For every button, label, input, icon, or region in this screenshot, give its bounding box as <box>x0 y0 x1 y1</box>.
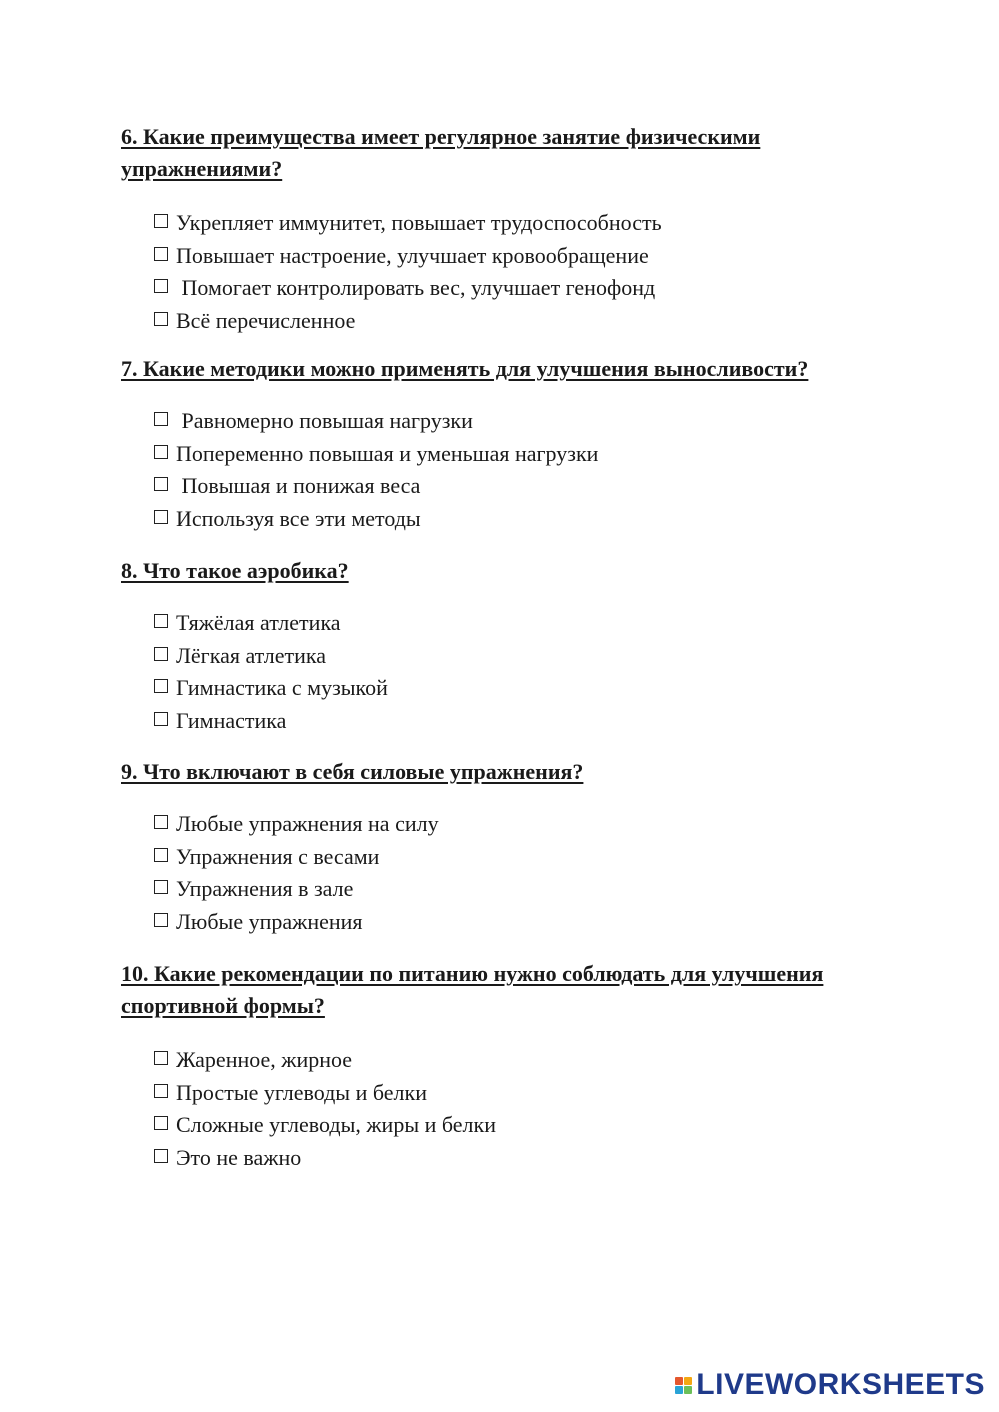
option-label: Это не важно <box>176 1144 302 1170</box>
option-item[interactable] <box>154 1077 881 1110</box>
checkbox[interactable] <box>154 712 168 726</box>
question-title: 8. Что такое аэробика? <box>121 558 349 583</box>
option-label: Любые упражнения на силу <box>176 811 439 837</box>
checkbox[interactable] <box>154 1084 168 1098</box>
logo-square-icon <box>675 1377 683 1385</box>
option-item[interactable] <box>154 438 881 471</box>
option-label: Равномерно повышая нагрузки <box>176 408 473 434</box>
option-item[interactable] <box>154 841 881 874</box>
option-item[interactable] <box>154 873 881 906</box>
options-list <box>154 207 881 337</box>
option-label: Лёгкая атлетика <box>176 642 326 668</box>
checkbox[interactable] <box>154 510 168 524</box>
options-list <box>154 1044 881 1174</box>
checkbox[interactable] <box>154 1051 168 1065</box>
checkbox[interactable] <box>154 214 168 228</box>
option-item[interactable] <box>154 272 881 305</box>
logo-text: LIVEWORKSHEETS <box>696 1368 985 1401</box>
options-list <box>154 607 881 737</box>
option-label: Жаренное, жирное <box>176 1047 353 1073</box>
question-6 <box>121 121 881 337</box>
checkbox[interactable] <box>154 880 168 894</box>
checkbox[interactable] <box>154 247 168 261</box>
option-label: Используя все эти методы <box>176 505 421 531</box>
option-label: Любые упражнения <box>176 908 363 934</box>
checkbox[interactable] <box>154 647 168 661</box>
option-label: Всё перечисленное <box>176 307 356 333</box>
options-list <box>154 808 881 938</box>
question-8 <box>121 555 881 737</box>
question-title: 6. Какие преимущества имеет регулярное занятие физическими упражнениями? <box>121 124 761 181</box>
liveworksheets-logo[interactable] <box>675 1368 985 1402</box>
checkbox[interactable] <box>154 913 168 927</box>
checkbox[interactable] <box>154 614 168 628</box>
option-item[interactable] <box>154 672 881 705</box>
question-title: 9. Что включают в себя силовые упражнения? <box>121 759 584 784</box>
option-label: Гимнастика с музыкой <box>176 675 388 701</box>
logo-mark-icon <box>675 1377 692 1394</box>
option-label: Гимнастика <box>176 707 287 733</box>
option-label: Укрепляет иммунитет, повышает трудоспособность <box>176 210 662 236</box>
option-item[interactable] <box>154 1109 881 1142</box>
option-label: Упражнения в зале <box>176 876 354 902</box>
checkbox[interactable] <box>154 279 168 293</box>
option-item[interactable] <box>154 607 881 640</box>
option-item[interactable] <box>154 640 881 673</box>
logo-square-icon <box>684 1377 692 1385</box>
question-title: 7. Какие методики можно применять для улучшения выносливости? <box>121 356 809 381</box>
question-7 <box>121 353 881 535</box>
option-label: Сложные углеводы, жиры и белки <box>176 1112 496 1138</box>
checkbox[interactable] <box>154 1116 168 1130</box>
option-label: Помогает контролировать вес, улучшает генофонд <box>176 275 656 301</box>
option-item[interactable] <box>154 705 881 738</box>
option-item[interactable] <box>154 808 881 841</box>
option-item[interactable] <box>154 240 881 273</box>
checkbox[interactable] <box>154 412 168 426</box>
option-label: Попеременно повышая и уменьшая нагрузки <box>176 440 599 466</box>
checkbox[interactable] <box>154 477 168 491</box>
checkbox[interactable] <box>154 815 168 829</box>
option-label: Упражнения с весами <box>176 843 380 869</box>
checkbox[interactable] <box>154 679 168 693</box>
checkbox[interactable] <box>154 312 168 326</box>
question-10 <box>121 958 881 1174</box>
option-label: Тяжёлая атлетика <box>176 610 341 636</box>
option-item[interactable] <box>154 470 881 503</box>
option-item[interactable] <box>154 1142 881 1175</box>
option-item[interactable] <box>154 503 881 536</box>
options-list <box>154 405 881 535</box>
option-item[interactable] <box>154 207 881 240</box>
option-label: Повышая и понижая веса <box>176 473 421 499</box>
option-item[interactable] <box>154 405 881 438</box>
option-label: Простые углеводы и белки <box>176 1079 427 1105</box>
logo-square-icon <box>675 1386 683 1394</box>
option-item[interactable] <box>154 305 881 338</box>
question-9 <box>121 756 881 938</box>
checkbox[interactable] <box>154 848 168 862</box>
checkbox[interactable] <box>154 1149 168 1163</box>
checkbox[interactable] <box>154 445 168 459</box>
option-item[interactable] <box>154 1044 881 1077</box>
option-label: Повышает настроение, улучшает кровообращение <box>176 242 649 268</box>
question-title: 10. Какие рекомендации по питанию нужно соблюдать для улучшения спортивной формы? <box>121 961 824 1018</box>
logo-square-icon <box>684 1386 692 1394</box>
option-item[interactable] <box>154 906 881 939</box>
